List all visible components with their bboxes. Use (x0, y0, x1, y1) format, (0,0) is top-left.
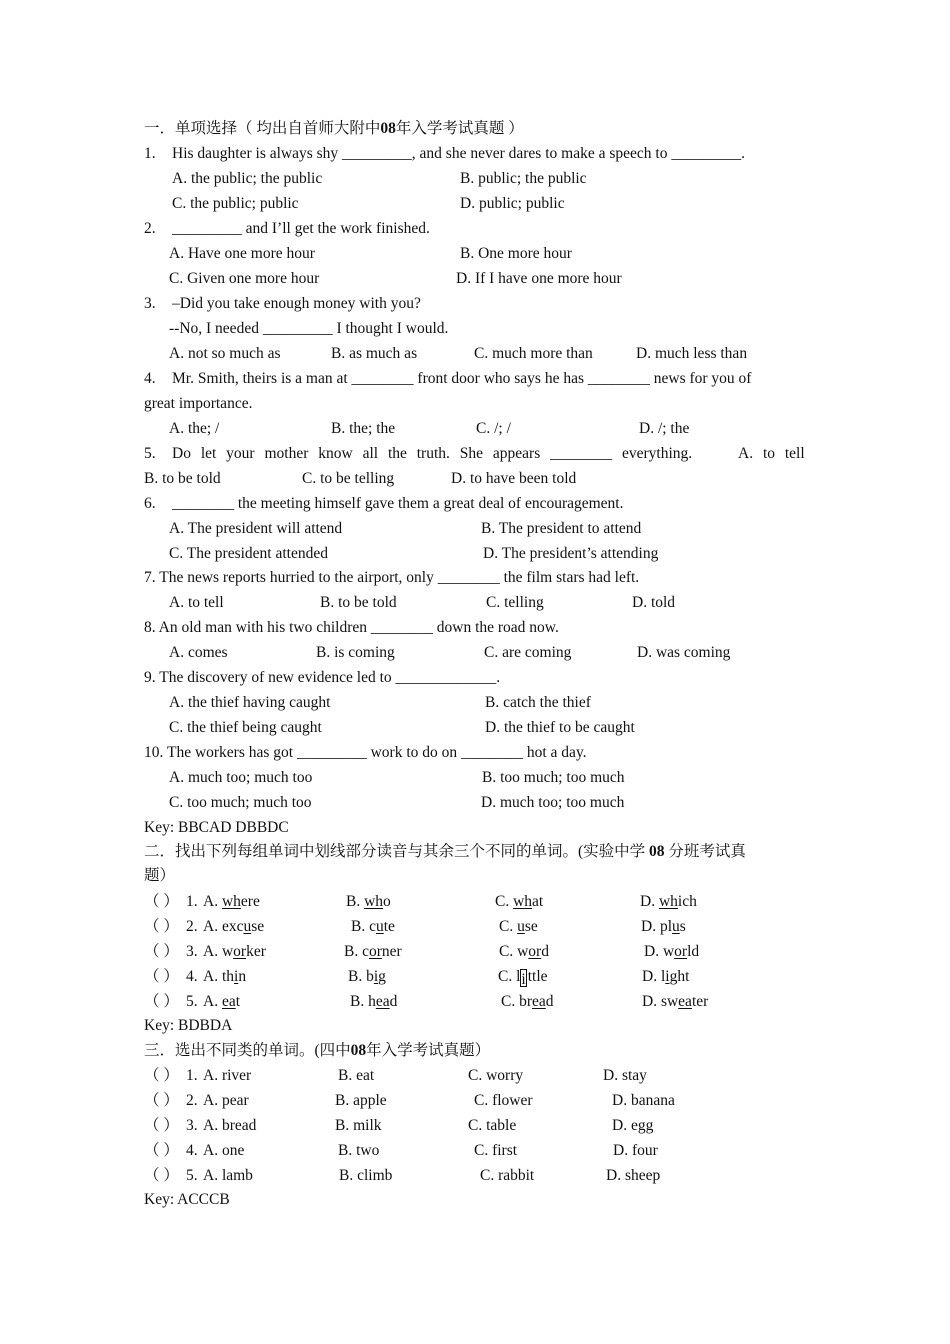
option-b: B. big (348, 968, 386, 985)
option-a: A. to tell (169, 594, 224, 611)
option-c: C. much more than (474, 345, 593, 362)
option-c: C. use (499, 918, 538, 935)
option-a: A. the public; the public (172, 170, 323, 187)
option-d: D. sweater (642, 993, 709, 1010)
option-d: D. much too; too much (481, 794, 625, 811)
option-b: B. climb (339, 1167, 393, 1184)
question-number: 5. (144, 445, 156, 462)
option-c: C. word (499, 943, 549, 960)
option-c: C. the public; public (172, 195, 299, 212)
option-d: D. stay (603, 1067, 647, 1084)
option-d: D. light (642, 968, 690, 985)
row-number: 4. (186, 1142, 198, 1159)
option-c: C. flower (474, 1092, 533, 1109)
answer-blank[interactable]: （ ） (144, 1142, 179, 1159)
answer-key: Key: BDBDA (144, 1017, 233, 1034)
answer-blank[interactable]: （ ） (144, 893, 179, 910)
option-b: B. cute (351, 918, 395, 935)
option-b: B. milk (335, 1117, 382, 1134)
option-b: B. to be told (320, 594, 397, 611)
option-d: D. If I have one more hour (456, 270, 622, 287)
option-d: D. public; public (460, 195, 565, 212)
answer-blank[interactable]: （ ） (144, 943, 179, 960)
option-d: D. to have been told (451, 470, 577, 487)
option-d: D. much less than (636, 345, 748, 362)
option-b: B. The president to attend (481, 520, 642, 537)
option-a: A. the; / (169, 420, 220, 437)
answer-blank[interactable]: （ ） (144, 1167, 179, 1184)
row-number: 3. (186, 1117, 198, 1134)
option-b: B. catch the thief (485, 694, 591, 711)
option-a: A. much too; much too (169, 769, 313, 786)
option-c: C. telling (486, 594, 544, 611)
option-d: D. which (640, 893, 697, 910)
question-text: Mr. Smith, theirs is a man at ________ front door who says he has ________ news for you of (172, 370, 752, 387)
option-a: A. to tell (738, 445, 805, 462)
question-text: 9. The discovery of new evidence led to _____________. (144, 669, 501, 686)
answer-blank[interactable]: （ ） (144, 1067, 179, 1084)
row-number: 1. (186, 1067, 198, 1084)
section2-heading-line2: 题） (144, 867, 176, 884)
option-c: C. li ttle (498, 968, 548, 988)
option-d: D. the thief to be caught (485, 719, 635, 736)
question-text-line2: great importance. (144, 395, 253, 412)
option-c: C. what (495, 893, 544, 910)
option-a: A. bread (203, 1117, 257, 1134)
option-c: C. are coming (484, 644, 572, 661)
question-number: 2. (144, 220, 156, 237)
answer-key: Key: ACCCB (144, 1191, 230, 1208)
option-b: B. apple (335, 1092, 387, 1109)
option-a: A. Have one more hour (169, 245, 315, 262)
option-a: A. one (203, 1142, 245, 1159)
answer-blank[interactable]: （ ） (144, 1117, 179, 1134)
option-b: B. two (338, 1142, 380, 1159)
option-d: D. told (632, 594, 676, 611)
option-a: A. lamb (203, 1167, 253, 1184)
row-number: 3. (186, 943, 198, 960)
question-text: 10. The workers has got _________ work to do on ________ hot a day. (144, 744, 587, 761)
option-d: D. four (613, 1142, 658, 1159)
option-a: A. where (203, 893, 260, 910)
row-number: 2. (186, 918, 198, 935)
answer-blank[interactable]: （ ） (144, 1092, 179, 1109)
option-c: C. rabbit (480, 1167, 535, 1184)
option-b: B. is coming (316, 644, 395, 661)
question-text: _________ and I’ll get the work finished. (172, 220, 430, 237)
option-d: D. sheep (606, 1167, 661, 1184)
question-number: 3. (144, 295, 156, 312)
option-d: D. The president’s attending (483, 545, 659, 562)
option-c: C. Given one more hour (169, 270, 320, 287)
option-a: A. not so much as (169, 345, 281, 362)
option-d: D. was coming (637, 644, 731, 661)
option-d: D. /; the (639, 420, 690, 437)
question-text: –Did you take enough money with you? (172, 295, 421, 312)
option-c: C. worry (468, 1067, 524, 1084)
option-c: C. table (468, 1117, 517, 1134)
section2-heading: 二．找出下列每组单词中划线部分读音与其余三个不同的单词。(实验中学 08 分班考试真 (144, 843, 746, 860)
row-number: 2. (186, 1092, 198, 1109)
question-text: 8. An old man with his two children ________ down the road now. (144, 619, 559, 636)
option-a: A. the thief having caught (169, 694, 331, 711)
option-d: D. egg (612, 1117, 654, 1134)
option-b: B. to be told (144, 470, 221, 487)
option-b: B. as much as (331, 345, 418, 362)
option-d: D. world (644, 943, 700, 960)
question-number: 6. (144, 495, 156, 512)
question-text: Do let your mother know all the truth. She appears ________ everything. (172, 445, 693, 462)
question-text: ________ the meeting himself gave them a great deal of encouragement. (172, 495, 624, 512)
option-c: C. the thief being caught (169, 719, 322, 736)
answer-blank[interactable]: （ ） (144, 993, 179, 1010)
option-d: D. banana (612, 1092, 675, 1109)
option-a: A. The president will attend (169, 520, 343, 537)
option-a: A. river (203, 1067, 252, 1084)
option-b: B. One more hour (460, 245, 572, 262)
question-text: 7. The news reports hurried to the airport, only ________ the film stars had left. (144, 569, 640, 586)
question-text-line2: --No, I needed _________ I thought I would. (169, 320, 449, 337)
question-number: 1. (144, 145, 156, 162)
option-b: B. head (350, 993, 398, 1010)
option-d: D. plus (641, 918, 686, 935)
option-a: A. excuse (203, 918, 265, 935)
row-number: 5. (186, 1167, 198, 1184)
option-b: B. who (346, 893, 391, 910)
answer-key: Key: BBCAD DBBDC (144, 819, 289, 836)
row-number: 1. (186, 893, 198, 910)
option-a: A. worker (203, 943, 266, 960)
option-a: A. thin (203, 968, 247, 985)
option-b: B. too much; too much (482, 769, 625, 786)
section1-heading: 一．单项选择（ 均出自首师大附中08年入学考试真题 ） (144, 120, 524, 137)
section3-heading: 三．选出不同类的单词。(四中08年入学考试真题） (144, 1042, 491, 1059)
option-b: B. public; the public (460, 170, 587, 187)
answer-blank[interactable]: （ ） (144, 918, 179, 935)
question-number: 4. (144, 370, 156, 387)
answer-blank[interactable]: （ ） (144, 968, 179, 985)
option-b: B. eat (338, 1067, 375, 1084)
option-b: B. the; the (331, 420, 396, 437)
option-c: C. to be telling (302, 470, 395, 487)
option-c: C. /; / (476, 420, 511, 437)
option-c: C. too much; much too (169, 794, 312, 811)
row-number: 5. (186, 993, 198, 1010)
option-c: C. first (474, 1142, 518, 1159)
option-c: C. The president attended (169, 545, 328, 562)
option-c: C. bread (501, 993, 554, 1010)
option-a: A. comes (169, 644, 228, 661)
option-b: B. corner (344, 943, 402, 960)
row-number: 4. (186, 968, 198, 985)
question-text: His daughter is always shy _________, and she never dares to make a speech to _________. (172, 145, 745, 162)
option-a: A. eat (203, 993, 241, 1010)
option-a: A. pear (203, 1092, 249, 1109)
